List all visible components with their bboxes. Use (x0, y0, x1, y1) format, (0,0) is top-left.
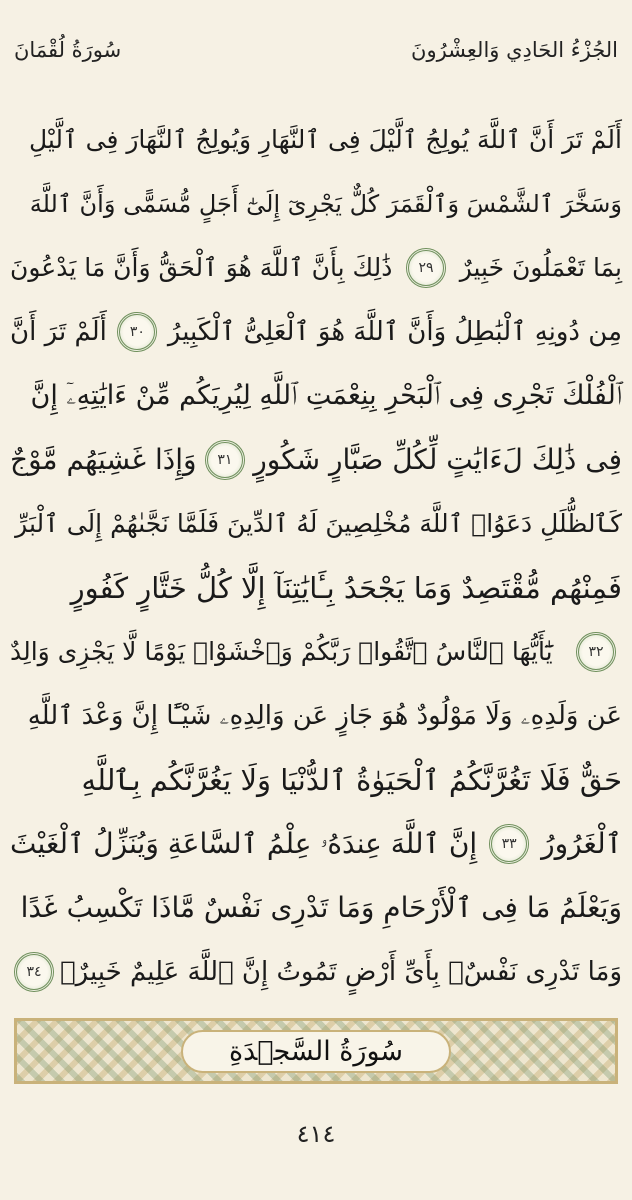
verse-line (10, 492, 622, 556)
verse-segment: أَلَمْ تَرَ أَنَّ (10, 317, 107, 347)
surah-title: سُورَةُ لُقْمَانَ (14, 38, 122, 62)
verse-segment: أَلَمْ تَرَ أَنَّ ٱللَّهَ يُولِجُ ٱلَّيْلَ فِى ٱلنَّهَارِ وَيُولِجُ ٱلنَّهَارَ فِى ٱلَّيْلِ (28, 125, 622, 154)
verse-segment: فَمِنْهُم مُّقْتَصِدٌ وَمَا يَجْحَدُ بِـَٔايَٰتِنَآ إِلَّا كُلُّ خَتَّارٍ كَفُورٍ (70, 571, 622, 605)
verse-line (10, 108, 622, 172)
verse-segment: مِن دُونِهِ ٱلْبَٰطِلُ وَأَنَّ ٱللَّهَ هُوَ ٱلْعَلِىُّ ٱلْكَبِيرُ (167, 317, 622, 347)
ayah-number-marker: ٣٤ (14, 952, 54, 992)
verse-segment: وَإِذَا غَشِيَهُم مَّوْجٌ (10, 443, 197, 476)
verse-segment: فِى ذَٰلِكَ لَءَايَٰتٍ لِّكُلِّ صَبَّارٍ شَكُورٍ (253, 443, 622, 476)
page-header (14, 30, 618, 70)
verse-line (10, 684, 622, 748)
verse-line (10, 236, 622, 300)
verse-line (10, 876, 622, 940)
verse-segment: وَيَعْلَمُ مَا فِى ٱلْأَرْحَامِ وَمَا تَدْرِى نَفْسٌ مَّاذَا تَكْسِبُ غَدًا (20, 891, 622, 924)
verse-line (10, 620, 622, 684)
verse-segment: ٱلْغَرُورُ (541, 827, 622, 860)
page-number: ٤١٤ (296, 1120, 336, 1148)
ayah-number-marker: ٢٩ (406, 248, 446, 288)
verse-segment: إِنَّ ٱللَّهَ عِندَهُۥ عِلْمُ ٱلسَّاعَةِ وَيُنَزِّلُ ٱلْغَيْثَ (10, 827, 478, 860)
next-surah-title: سُورَةُ السَّجۡدَةِ (181, 1030, 451, 1073)
juz-title: الجُزْءُ الحَادِي وَالعِشْرُونَ (411, 38, 618, 62)
ayah-number-marker: ٣٣ (489, 824, 529, 864)
ayah-number-marker: ٣١ (205, 440, 245, 480)
verse-line (10, 812, 622, 876)
surah-banner (14, 1018, 618, 1084)
verse-line (10, 364, 622, 428)
verse-segment: بِمَا تَعْمَلُونَ خَبِيرٌ (459, 253, 622, 282)
verse-segment: يَٰٓأَيُّهَا ٱلنَّاسُ ٱتَّقُوا۟ رَبَّكُمْ وَٱخْشَوْا۟ يَوْمًا لَّا يَجْزِى وَالِدٌ (10, 637, 553, 666)
verse-segment: ٱلْفُلْكَ تَجْرِى فِى ٱلْبَحْرِ بِنِعْمَتِ ٱللَّهِ لِيُرِيَكُم مِّنْ ءَايَٰتِهِۦٓ إِنَّ (30, 380, 622, 411)
verse-segment: وَسَخَّرَ ٱلشَّمْسَ وَٱلْقَمَرَ كُلٌّ يَجْرِىٓ إِلَىٰٓ أَجَلٍ مُّسَمًّى وَأَنَّ ٱللَّهَ (29, 190, 622, 218)
verse-segment: ذَٰلِكَ بِأَنَّ ٱللَّهَ هُوَ ٱلْحَقُّ وَأَنَّ مَا يَدْعُونَ (10, 253, 393, 282)
verse-line (10, 300, 622, 364)
verse-segment: عَن وَلَدِهِۦ وَلَا مَوْلُودٌ هُوَ جَازٍ عَن وَالِدِهِۦ شَيْـًٔا إِنَّ وَعْدَ ٱللَّهِ (27, 701, 622, 731)
verse-line (10, 172, 622, 236)
verse-segment: كَٱلظُّلَلِ دَعَوُا۟ ٱللَّهَ مُخْلِصِينَ لَهُ ٱلدِّينَ فَلَمَّا نَجَّىٰهُمْ إِلَى ٱلْبَرِّ (15, 509, 622, 538)
verse-line (10, 940, 622, 1004)
verse-text-block (10, 108, 622, 1004)
verse-line (10, 556, 622, 620)
verse-line (10, 748, 622, 812)
ayah-number-marker: ٣٠ (117, 312, 157, 352)
verse-segment: وَمَا تَدْرِى نَفْسٌۢ بِأَىِّ أَرْضٍ تَمُوتُ إِنَّ ٱللَّهَ عَلِيمٌ خَبِيرٌۢ (60, 957, 622, 987)
verse-line (10, 428, 622, 492)
verse-segment: حَقٌّ فَلَا تَغُرَّنَّكُمُ ٱلْحَيَوٰةُ ٱلدُّنْيَا وَلَا يَغُرَّنَّكُم بِٱللَّهِ (81, 763, 622, 797)
ayah-number-marker: ٣٢ (576, 632, 616, 672)
